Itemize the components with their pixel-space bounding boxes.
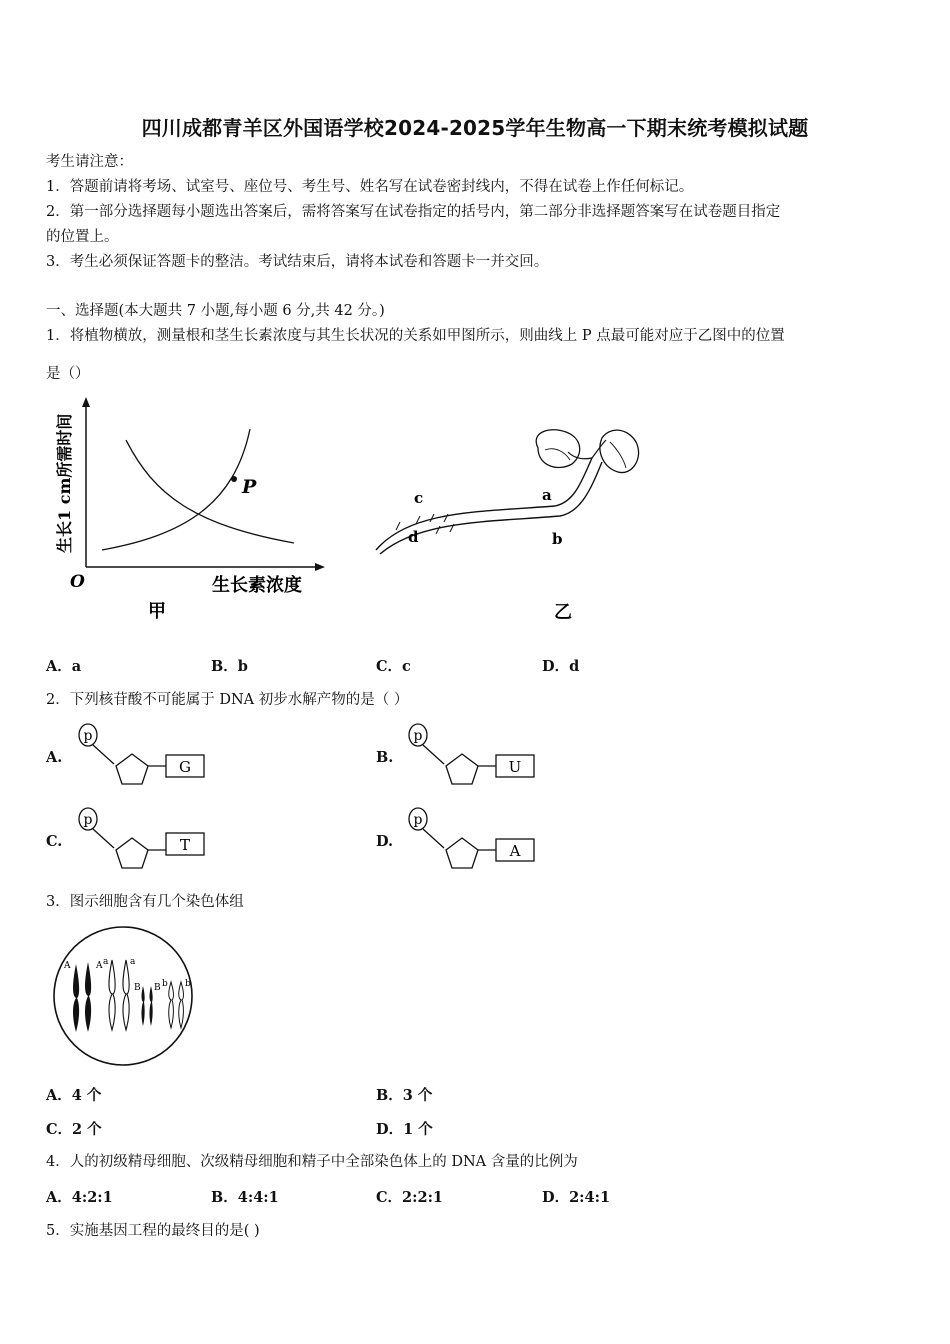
q2-nucleotide-d: [404, 806, 544, 872]
q4-option-a[interactable]: [46, 1186, 113, 1207]
chromosome-b1: [169, 982, 174, 1028]
q2-option-c-letter[interactable]: C.: [46, 833, 63, 850]
plant-label-a: a: [542, 486, 552, 504]
chrom-label-B2: B: [154, 983, 161, 993]
q3-option-b[interactable]: [376, 1084, 432, 1105]
root-hair-6: [436, 526, 440, 534]
base-label: U: [508, 758, 522, 776]
chromosome-A2: [85, 962, 91, 1032]
chromosome-B1: [142, 986, 145, 1026]
q3-option-d-letter: D．: [376, 1121, 404, 1138]
leaf-right-vein: [610, 442, 626, 468]
chromosome-B2: [150, 986, 153, 1026]
notice-item-2-cont: 的位置上。: [46, 229, 119, 245]
chrom-label-b2: b: [185, 979, 191, 989]
q3-option-a[interactable]: [46, 1084, 101, 1105]
q3-option-b-text: 3 个: [402, 1087, 433, 1104]
q3-stem: 3．图示细胞含有几个染色体组: [46, 894, 244, 910]
q2-option-d-letter[interactable]: D.: [376, 833, 394, 850]
q3-option-c-text: 2 个: [72, 1121, 102, 1138]
chromosome-A1: [73, 964, 79, 1032]
pentose-sugar: [116, 754, 148, 784]
pentose-sugar: [446, 754, 478, 784]
chrom-label-B1: B: [134, 983, 141, 993]
y-axis-label: 生长1 cm所需时间: [55, 413, 74, 553]
base-label: G: [179, 758, 191, 776]
q4-option-a-text: 4:2:1: [71, 1189, 113, 1206]
q3-option-d[interactable]: [376, 1118, 433, 1139]
y-axis-arrow: [82, 397, 90, 407]
phosphate-label: p: [83, 812, 93, 828]
petiole-right: [592, 440, 606, 458]
phosphate-bond: [423, 745, 444, 764]
curve-increasing: [102, 429, 250, 550]
curve-decreasing: [126, 440, 294, 543]
point-p-label: P: [242, 476, 257, 498]
q1-option-b-letter: B．: [211, 658, 238, 675]
chrom-label-a2: a: [130, 957, 136, 967]
q3-cell-diagram: [50, 924, 200, 1070]
q1-option-c[interactable]: [376, 655, 411, 676]
pentose-sugar: [446, 838, 478, 868]
q1-graph-jia: [44, 395, 344, 630]
q4-option-d-letter: D．: [542, 1189, 570, 1206]
leaf-left-vein: [545, 449, 570, 460]
q2-stem: 2．下列核苷酸不可能属于 DNA 初步水解产物的是（ ）: [46, 692, 409, 708]
root-hair-1: [396, 522, 400, 530]
q4-stem: 4．人的初级精母细胞、次级精母细胞和精子中全部染色体上的 DNA 含量的比例为: [46, 1154, 578, 1170]
notice-heading: 考生请注意：: [46, 154, 133, 170]
q2-nucleotide-b: [404, 722, 544, 788]
phosphate-label: p: [413, 812, 423, 828]
phosphate-label: p: [83, 728, 93, 744]
q3-option-b-letter: B．: [376, 1087, 403, 1104]
q1-option-a-text: a: [71, 658, 82, 675]
base-label: T: [179, 836, 191, 854]
section-heading: 一、选择题(本大题共 7 小题,每小题 6 分,共 42 分。): [46, 303, 385, 319]
phosphate-bond: [423, 829, 444, 848]
q1-option-d-letter: D．: [542, 658, 570, 675]
q2-option-a-letter[interactable]: A.: [46, 749, 63, 766]
q1-stem-line1: 1．将植物横放，测量根和茎生长素浓度与其生长状况的关系如甲图所示，则曲线上 P 点最可能对应于乙图中的位置: [46, 328, 785, 344]
q1-option-b[interactable]: [211, 655, 248, 676]
chrom-label-A1: A: [64, 961, 71, 971]
x-axis-label: 生长素浓度: [212, 575, 302, 596]
plant-label-b: b: [552, 530, 563, 548]
x-axis-arrow: [315, 563, 325, 571]
q1-option-a[interactable]: [46, 655, 81, 676]
chrom-label-A2: A: [96, 961, 103, 971]
plant-label-d: d: [408, 528, 419, 546]
q1-option-d-text: d: [569, 658, 580, 675]
q3-option-a-text: 4 个: [71, 1087, 102, 1104]
phosphate-label: p: [413, 728, 423, 744]
base-label: A: [509, 842, 521, 860]
q3-option-c-letter: C．: [46, 1121, 73, 1138]
q4-option-a-letter: A．: [46, 1189, 72, 1206]
q1-option-d[interactable]: [542, 655, 579, 676]
pentose-sugar: [116, 838, 148, 868]
chromosome-a2: [123, 960, 129, 1030]
point-p-dot: [231, 476, 237, 482]
q4-option-c-text: 2:2:1: [402, 1189, 444, 1206]
chrom-label-b1: b: [162, 979, 168, 989]
leaf-left: [536, 430, 580, 468]
q1-stem-line2: 是（）: [46, 366, 90, 382]
q4-option-c[interactable]: [376, 1186, 443, 1207]
q3-option-c[interactable]: [46, 1118, 102, 1139]
q4-option-d-text: 2:4:1: [569, 1189, 611, 1206]
leaf-right: [600, 430, 639, 472]
q3-option-a-letter: A．: [46, 1087, 72, 1104]
notice-item-1: 1．答题前请将考场、试室号、座位号、考生号、姓名写在试卷密封线内，不得在试卷上作任何标记。: [46, 179, 694, 195]
q4-option-c-letter: C．: [376, 1189, 403, 1206]
q2-option-b-letter[interactable]: B.: [376, 749, 394, 766]
q2-nucleotide-c: [74, 806, 214, 872]
q4-option-d[interactable]: [542, 1186, 610, 1207]
page-title: 四川成都青羊区外国语学校2024-2025学年生物高一下期末统考模拟试题: [141, 116, 809, 140]
q1-plant-yi: [370, 420, 660, 630]
chromosome-b2: [179, 982, 184, 1028]
notice-item-3: 3．考生必须保证答题卡的整洁。考试结束后，请将本试卷和答题卡一并交回。: [46, 254, 549, 270]
q1-option-c-letter: C．: [376, 658, 403, 675]
origin-label: O: [70, 572, 85, 592]
q1-option-a-letter: A．: [46, 658, 72, 675]
q4-option-b-letter: B．: [211, 1189, 238, 1206]
q3-option-d-text: 1 个: [403, 1121, 433, 1138]
q1-option-c-text: c: [402, 658, 411, 675]
q4-option-b-text: 4:4:1: [237, 1189, 279, 1206]
q1-option-b-text: b: [237, 658, 248, 675]
plant-caption: 乙: [554, 602, 572, 623]
q5-stem: 5．实施基因工程的最终目的是( ): [46, 1223, 260, 1239]
chrom-label-a1: a: [103, 957, 109, 967]
plant-label-c: c: [414, 489, 424, 507]
notice-item-2: 2．第一部分选择题每小题选出答案后，需将答案写在试卷指定的括号内，第二部分非选择题答案写在试卷题目指定: [46, 204, 781, 220]
chromosome-a1: [109, 960, 115, 1030]
q4-option-b[interactable]: [211, 1186, 279, 1207]
root-hair-4: [444, 514, 448, 522]
phosphate-bond: [93, 745, 114, 764]
q2-nucleotide-a: [74, 722, 214, 788]
phosphate-bond: [93, 829, 114, 848]
graph-caption: 甲: [148, 601, 166, 622]
